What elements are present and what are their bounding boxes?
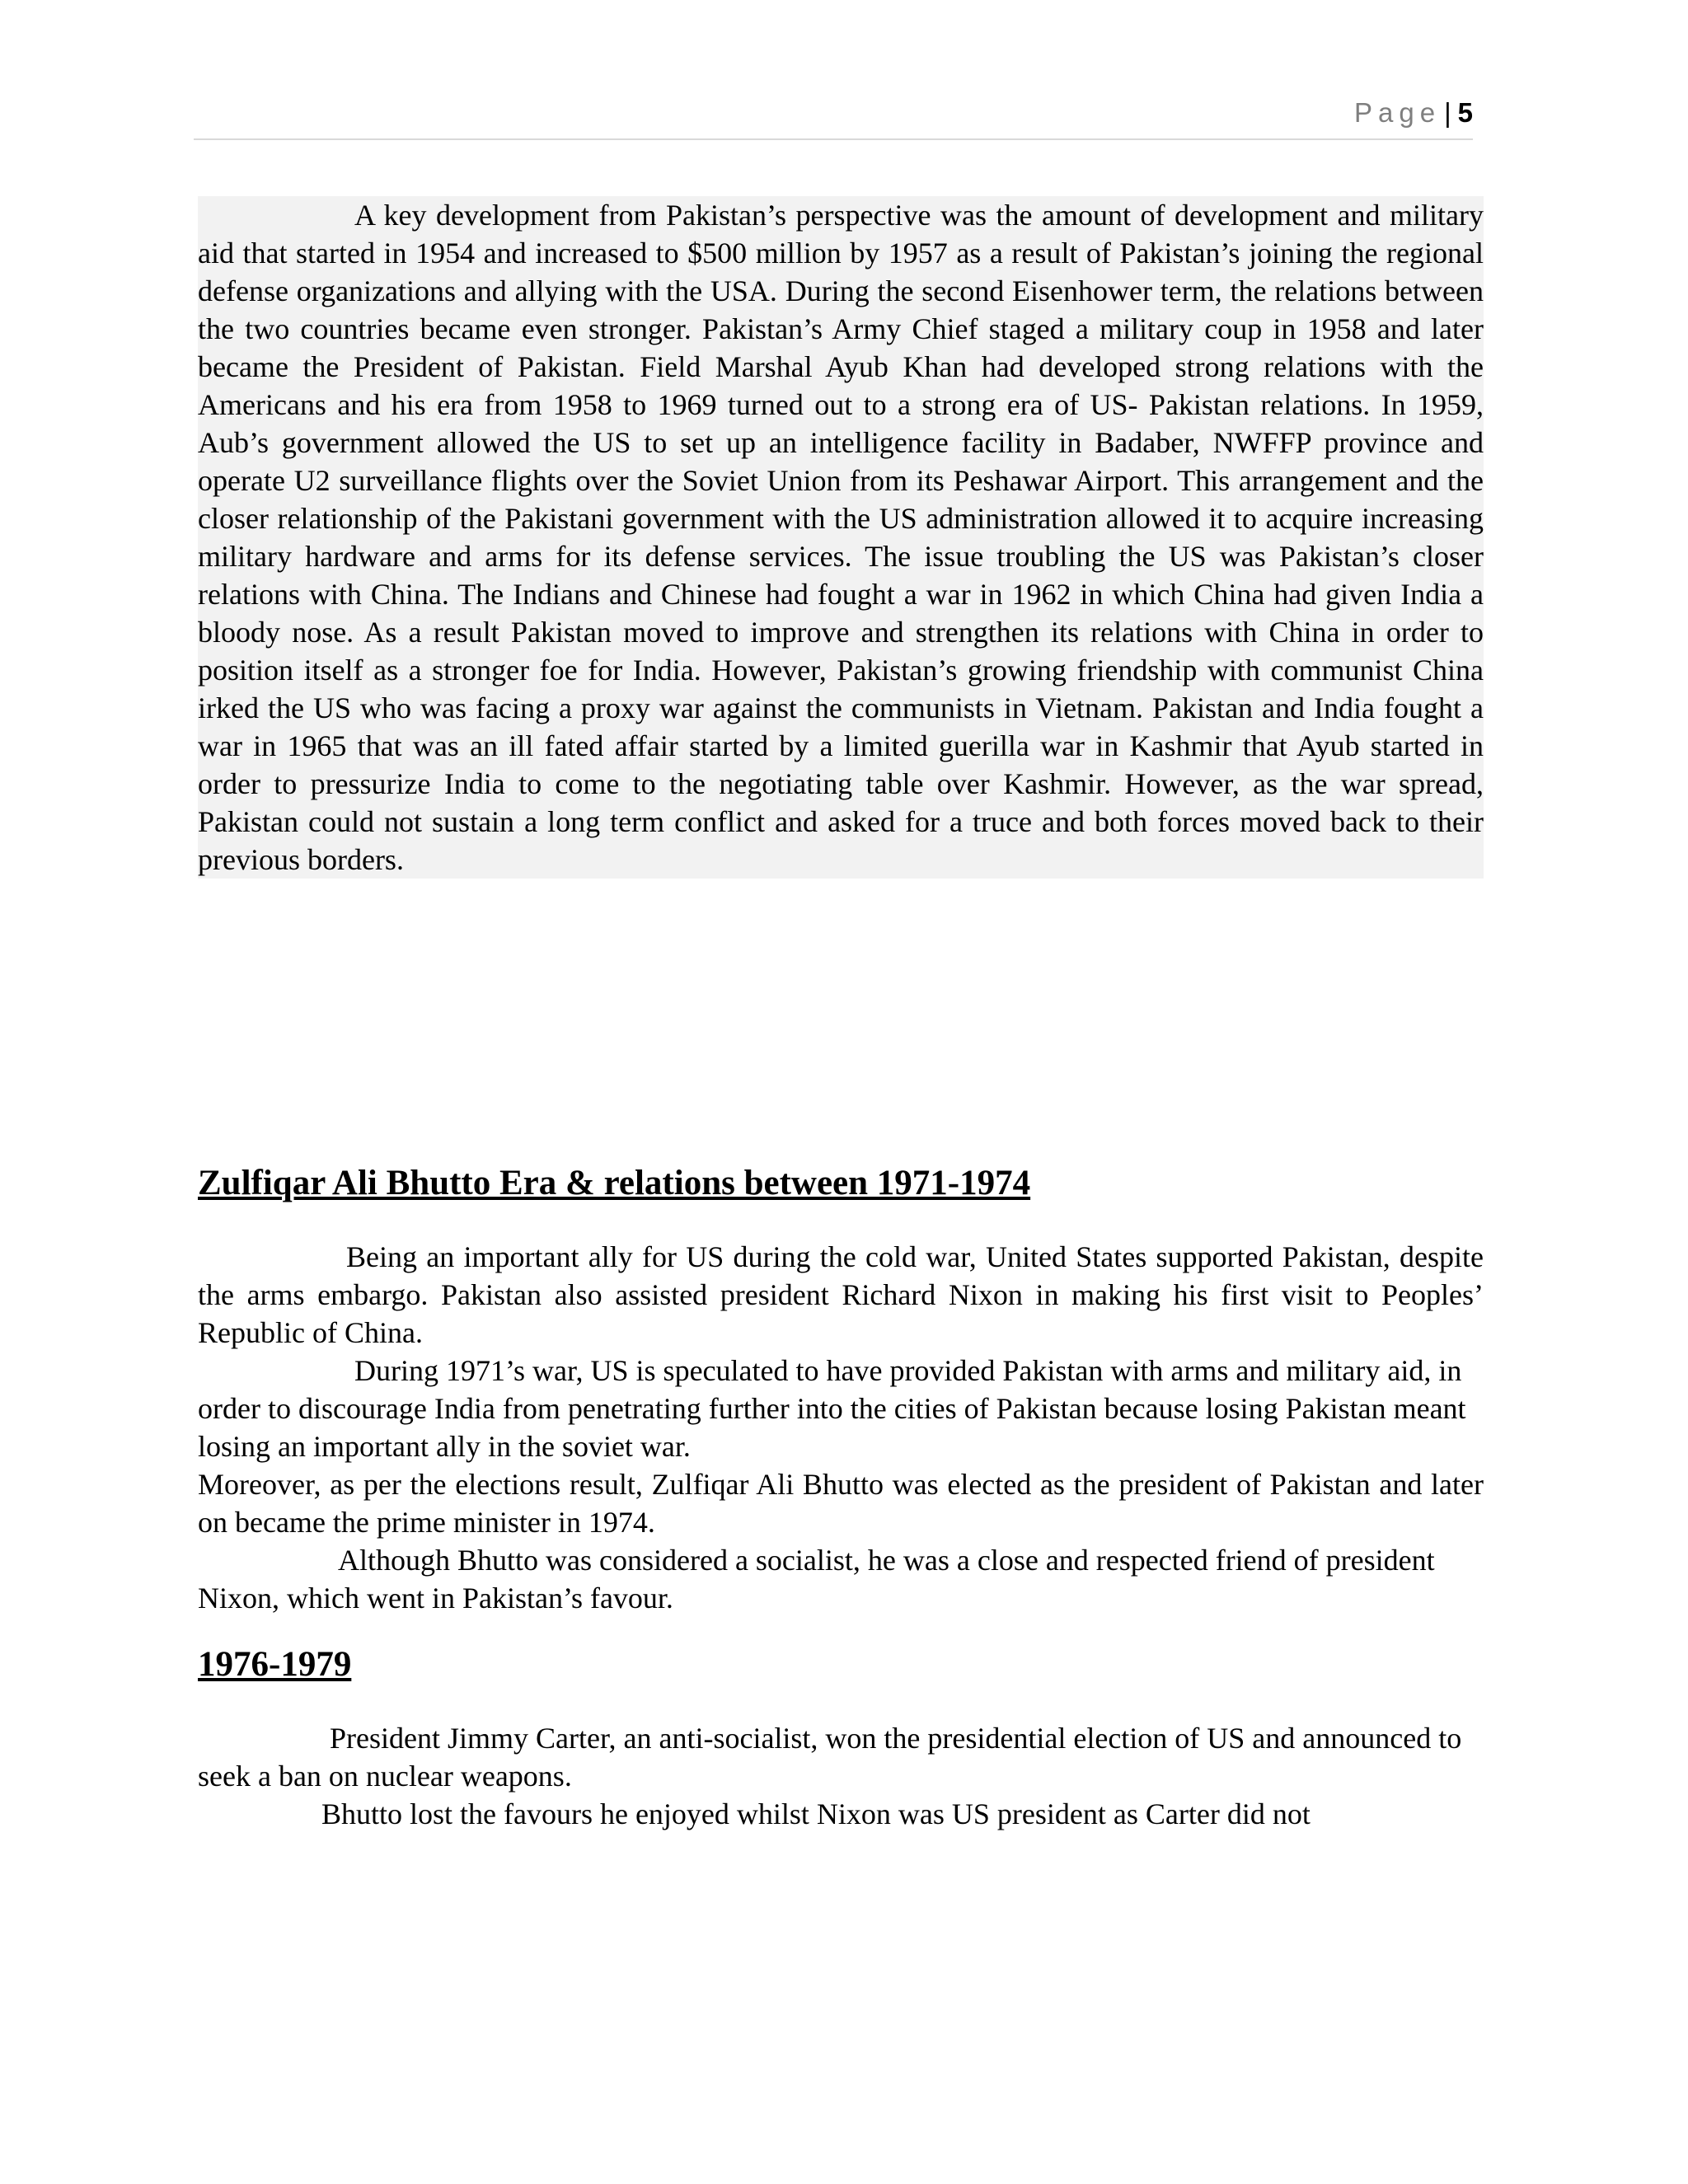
carter-paragraph-2	[198, 1795, 1484, 1833]
intro-paragraph	[198, 196, 1484, 879]
carter-era-heading: 1976-1979	[198, 1645, 352, 1684]
bhutto-paragraph-3-text: Moreover, as per the elections result, Zulfiqar Ali Bhutto was elected as the president of Pakistan and later on became the prime minister in 1974.	[198, 1468, 1484, 1539]
intro-paragraph-text: A key development from Pakistan’s perspective was the amount of development and military aid that started in 1954 and increased to $500 million by 1957 as a result of Pakistan’s joining the regional defense organizations and allying with the USA. During the second Eisenhower term, the relations between the two countries became even stronger. Pakistan’s Army Chief staged a military coup in 1958 and later became the President of Pakistan. Field Marshal Ayub Khan had developed strong relations with the Americans and his era from 1958 to 1969 turned out to a strong era of US- Pakistan relations. In 1959, Aub’s government allowed the US to set up an intelligence facility in Badaber, NWFFP province and operate U2 surveillance flights over the Soviet Union from its Peshawar Airport. This arrangement and the closer relationship of the Pakistani government with the US administration allowed it to acquire increasing military hardware and arms for its defense services. The issue troubling the US was Pakistan’s closer relations with China. The Indians and Chinese had fought a war in 1962 in which China had given India a bloody nose. As a result Pakistan moved to improve and strengthen its relations with China in order to position itself as a stronger foe for India. However, Pakistan’s growing friendship with communist China irked the US who was facing a proxy war against the communists in Vietnam. Pakistan and India fought a war in 1965 that was an ill fated affair started by a limited guerilla war in Kashmir that Ayub started in order to pressurize India to come to the negotiating table over Kashmir. However, as the war spread, Pakistan could not sustain a long term conflict and asked for a truce and both forces moved back to their previous borders.	[198, 199, 1484, 876]
bhutto-era-heading: Zulfiqar Ali Bhutto Era & relations between 1971-1974	[198, 1164, 1031, 1202]
bhutto-paragraph-1	[198, 1238, 1484, 1352]
page-label: Page	[1353, 97, 1442, 128]
page-header	[194, 97, 1473, 140]
carter-paragraph-2-text: Bhutto lost the favours he enjoyed whilst Nixon was US president as Carter did not	[321, 1797, 1311, 1830]
bhutto-paragraph-4	[198, 1541, 1484, 1617]
page-separator: |	[1444, 97, 1451, 128]
bhutto-paragraph-4-text: Although Bhutto was considered a socialist, he was a close and respected friend of president Nixon, which went in Pakistan’s favour.	[198, 1544, 1435, 1615]
page-number-label	[1354, 97, 1473, 129]
carter-paragraph-1	[198, 1719, 1484, 1795]
page-number: 5	[1457, 97, 1473, 128]
bhutto-paragraph-2-text: During 1971’s war, US is speculated to have provided Pakistan with arms and military aid, in order to discourage India from penetrating further into the cities of Pakistan because losing Pakistan meant losing an important ally in the soviet war.	[198, 1354, 1466, 1463]
bhutto-paragraph-1-text: Being an important ally for US during the cold war, United States supported Pakistan, despite the arms embargo. Pakistan also assisted president Richard Nixon in making his first visit to Peoples’ Republic of China.	[198, 1240, 1484, 1349]
carter-paragraph-1-text: President Jimmy Carter, an anti-socialist, won the presidential election of US and announced to seek a ban on nuclear weapons.	[198, 1722, 1462, 1793]
bhutto-paragraph-3	[198, 1465, 1484, 1541]
document-body	[198, 196, 1484, 1833]
bhutto-paragraph-2	[198, 1352, 1484, 1465]
